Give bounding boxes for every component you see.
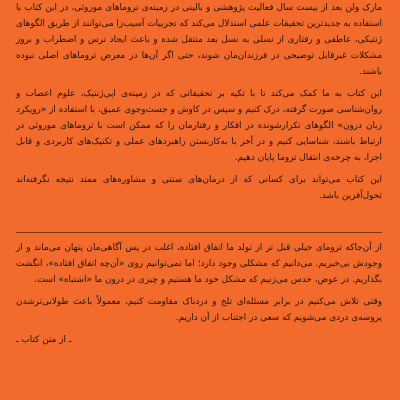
section-divider <box>16 232 382 233</box>
audience-paragraph: این کتاب می‌تواند برای کسانی که از درمان‌های سنتی و مشاوره‌های ممتد نتیجه نگرفته‌اند تحول‌آفرین باشد. <box>16 175 382 201</box>
description-block <box>16 0 382 204</box>
excerpt-paragraph-2: وقتی تلاش می‌کنیم در برابر مسئله‌ای تلخ و دردناک مقاومت کنیم، معمولاً باعث طولانی‌ترشدن پروسه‌ی دردی می‌شویم که سعی در اجتناب از آن داریم. <box>16 297 382 323</box>
method-paragraph: این کتاب به ما کمک می‌کند تا با تکیه بر تحقیقاتی که در زمینه‌ی اپی‌ژنتیک، علوم اعصاب و روان‌شناسی صورت گرفته، درک کنیم و سپس در کاوش و جست‌وجوی عمیق، با استفاده از «رویکرد زبان درون» الگوهای تکرارشونده در افکار و رفتارمان را که ممکن است با تروماهای موروثی در ارتباط باشند، شناسایی کنیم و در آخر با به‌کاربستن راهبردهای عملی و تکنیک‌های کاربردی و قابل اجرا، به چرخه‌ی انتقال تروما پایان دهیم. <box>16 89 382 163</box>
source-attribution: ـ از متن کتاب ـ <box>16 335 72 345</box>
excerpt-block <box>16 240 382 348</box>
excerpt-paragraph-1: از آن‌جاکه ترومای خیلی قبل تر از تولد ما اتفاق افتاده، اغلب در پس آگاهی‌مان پنهان می‌ماند و از وجودش بی‌خبریم. می‌دانیم که مشکلی وجود دارد؛ اما نمی‌توانیم روی «آن‌چه اتفاق افتاده»، انگشت بگذاریم. در عوض، حدس می‌زنیم که مشکل خود ما هستیم و چیزی در درون ما «اشتباه» است. <box>16 243 382 285</box>
intro-paragraph: مارک ولن بعد از بیست سال فعالیت پژوهشی و بالینی در زمینه‌ی تروماهای موروثی، در این کتاب با استفاده به جدیدترین تحقیقات علمی استدلال می‌کند که تجربیات آسیب‌زا می‌توانند از طریق الگوهای ژنتیکی، عاطفی و رفتاری از نسلی به نسل بعد منتقل شده و باعث ایجاد ترس و اضطراب و بروز مشکلات غیرقابل توضیحی در فرزندان‌مان شوند، حتی اگر آن‌ها در معرض تروماهای اصلی نبوده باشند. <box>16 3 382 77</box>
